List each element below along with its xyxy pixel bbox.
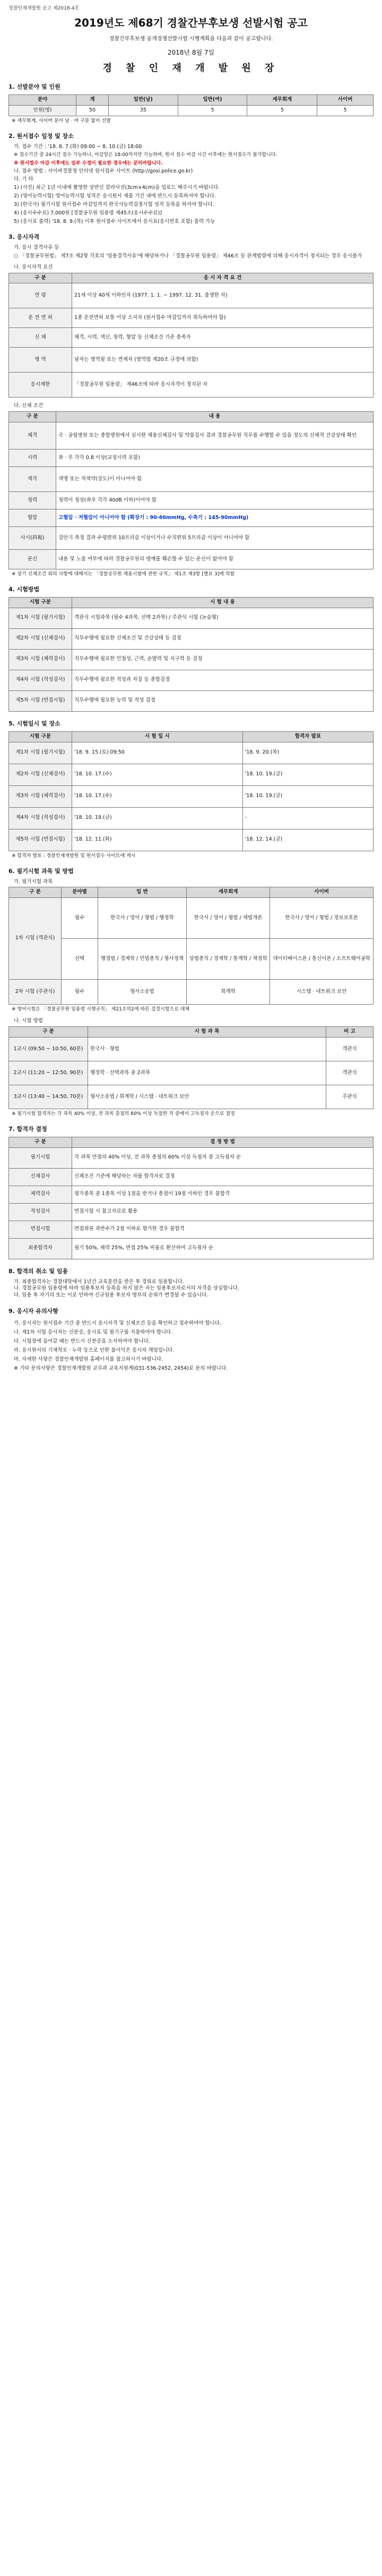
section-heading: 9. 응시자 유의사항 bbox=[8, 1307, 58, 1315]
table-header: 합격자 발표 bbox=[242, 731, 373, 742]
table-header: 사이버 bbox=[270, 887, 374, 898]
table-header: 계 bbox=[76, 94, 109, 105]
paragraph: 가. 최종합격자는 경찰대학에서 1년간 교육훈련을 받은 후 경위로 임용합니다. 나. 경찰공무원 임용령에 따라 임용후보자 등록을 하지 않은 자는 임용후보자로서의 자격을 상실합니다. 다. 임용 후 자기의 또는 이로 인하여 신규임용 후보자 명부의 순위가 변경될 수 있습니다. bbox=[14, 1278, 239, 1299]
table-header: 일반(여) bbox=[178, 94, 247, 105]
selection-table bbox=[8, 94, 374, 116]
table-cell: 1종 운전면허 보통 이상 소지자 (원서접수 마감일까지 취득하여야 함) bbox=[72, 308, 374, 328]
page-title: 2019년도 제68기 경찰간부후보생 선발시험 공고 bbox=[74, 16, 308, 30]
page-subtitle: 경찰간부후보생 공개경쟁선발시험 시행계획을 다음과 같이 공고합니다. bbox=[109, 36, 273, 42]
table-cell: 객관식 bbox=[326, 1037, 374, 1061]
table-cell: 주관식 bbox=[326, 1085, 374, 1109]
table-cell: 데이터베이스론 / 통신이론 / 소프트웨어공학 bbox=[270, 939, 374, 980]
table-row bbox=[9, 467, 374, 492]
table-header: 분야 bbox=[9, 94, 76, 105]
table-row bbox=[9, 422, 374, 449]
table-row bbox=[9, 550, 374, 569]
table-cell: 운 전 면 허 bbox=[9, 308, 72, 328]
table-cell: 제2차 시험 (신체검사) bbox=[9, 628, 72, 649]
test-method-table bbox=[8, 597, 374, 712]
subheading: 나. 시험 방법 bbox=[14, 1018, 43, 1024]
section-heading: 8. 합격의 취소 및 임용 bbox=[8, 1267, 68, 1275]
table-cell: 한국사 / 영어 / 형법 / 행정학 bbox=[98, 898, 187, 939]
schedule-table bbox=[8, 731, 374, 851]
table-cell: 체격 bbox=[9, 422, 56, 449]
table-cell: 각 과목 만점의 40% 이상, 전 과목 총점의 60% 이상 득점자 중 고득점자 순 bbox=[72, 1147, 374, 1168]
table-cell: 필기시험 bbox=[9, 1147, 72, 1168]
table-cell: 색맹 또는 적색약(강도)이 아니어야 함 bbox=[56, 467, 374, 492]
paragraph: ○ 「경찰공무원법」 제7조 제2항 각호의 '임용결격사유'에 해당하거나 「경찰공무원 임용령」 제46조 등 관계법령에 의해 응시자격이 정지되는 경우 응시불가 bbox=[14, 253, 362, 260]
table-row bbox=[9, 527, 374, 550]
note: ※ 세무회계, 사이버 분야 남 · 여 구분 없이 선발 bbox=[12, 118, 111, 124]
table-cell: 5 bbox=[247, 105, 317, 116]
table-cell: 제5차 시험 (면접시험) bbox=[9, 690, 72, 711]
table-cell: 1교시 (09:50 ~ 10:50, 60분) bbox=[9, 1037, 88, 1061]
table-row bbox=[9, 1186, 374, 1203]
subheading: 다. 신체 조건 bbox=[14, 403, 43, 409]
table-cell: '18. 10. 17.(수) bbox=[72, 785, 243, 807]
table-cell: 체격, 시력, 색신, 청력, 혈압 등 신체조건 기준 충족자 bbox=[72, 328, 374, 348]
table-header: 분야별 bbox=[62, 887, 98, 898]
table-row bbox=[9, 283, 374, 308]
paragraph: 다. 기 타 bbox=[14, 176, 33, 183]
table-header: 구 분 bbox=[9, 412, 56, 422]
subheading: 나. 응시자격 요건 bbox=[14, 264, 53, 270]
table-cell: 청력이 정상(좌우 각각 40dB 이하)이어야 함 bbox=[56, 492, 374, 509]
table-row bbox=[9, 1147, 374, 1168]
table-cell: '18. 9. 15.(토) 09:50 bbox=[72, 742, 243, 764]
note: ※ 상기 신체조건 외의 사항에 대해서는 「경찰공무원 채용시험에 관한 규칙」 제1조 제3항 [별표 3]에 의함 bbox=[12, 572, 235, 577]
table-cell: 행정법 / 경제학 / 민법총칙 / 형사정책 bbox=[98, 939, 187, 980]
table-cell: 회계학 bbox=[186, 980, 270, 1005]
table-cell: 형사소송법 bbox=[98, 980, 187, 1005]
table-row bbox=[9, 1238, 374, 1259]
table-cell: '18. 12. 11.(화) bbox=[72, 829, 243, 851]
table-cell: '18. 10. 17.(수) bbox=[72, 764, 243, 785]
table-header: 시 험 일 시 bbox=[72, 731, 243, 742]
table-cell: 연 령 bbox=[9, 283, 72, 308]
table-cell: 1차 시험 (객관식) bbox=[9, 898, 62, 980]
table-cell: 2교시 (11:20 ~ 12:50, 90분) bbox=[9, 1061, 88, 1085]
notice-code: 경찰인재개발원 공고 제2018-4호 bbox=[8, 6, 80, 11]
eligibility-table bbox=[8, 273, 374, 398]
table-row bbox=[9, 348, 374, 373]
table-header: 내 용 bbox=[56, 412, 374, 422]
table-cell: 고혈압 · 저혈압이 아니어야 함 (확장기 : 90-60mmHg, 수축기 : 145-90mmHg) bbox=[56, 509, 374, 527]
table-cell: 적성검사 bbox=[9, 1203, 72, 1221]
table-row bbox=[9, 690, 374, 711]
subheading: 가. 필기시험 과목 bbox=[14, 878, 53, 885]
table-cell: 좌 · 우 각각 0.8 이상(교정시력 포함) bbox=[56, 449, 374, 467]
table-cell: 신체조건 기준에 해당하는 자를 합격자로 결정 bbox=[72, 1168, 374, 1186]
table-header: 시 험 내 용 bbox=[72, 598, 374, 608]
table-row bbox=[9, 742, 374, 764]
table-cell: 한국사 / 영어 / 형법 / 세법개론 bbox=[186, 898, 270, 939]
table-cell: 3교시 (13:40 ~ 14:50, 70분) bbox=[9, 1085, 88, 1109]
table-cell: 청력 bbox=[9, 492, 56, 509]
table-cell: 남자는 병역필 또는 면제자 (병역법 제20조 규정에 의함) bbox=[72, 348, 374, 373]
table-header: 일반(남) bbox=[108, 94, 178, 105]
section-heading: 1. 선발분야 및 인원 bbox=[8, 83, 60, 91]
table-row bbox=[9, 785, 374, 807]
table-cell: 직무수행에 필요한 능력 및 적성 검정 bbox=[72, 690, 374, 711]
table-row bbox=[9, 373, 374, 397]
table-row bbox=[9, 628, 374, 649]
table-cell: 35 bbox=[108, 105, 178, 116]
table-cell: 제2차 시험 (신체검사) bbox=[9, 764, 72, 785]
table-row bbox=[9, 670, 374, 690]
table-cell: 5 bbox=[178, 105, 247, 116]
paragraph: 2) (영어능력시험) 영어능력시험 성적은 응시원서 제출 기간 내에 반드시 등록하셔야 합니다. bbox=[14, 193, 216, 200]
table-row bbox=[9, 328, 374, 348]
test-periods-table bbox=[8, 1026, 374, 1109]
table-cell: 50 bbox=[76, 105, 109, 116]
table-row bbox=[9, 1168, 374, 1186]
table-cell: 색각 bbox=[9, 467, 56, 492]
paragraph: 1) (사진) 최근 1년 이내에 촬영한 상반신 칼라사진(3cm×4cm)을 업로드 해주시기 바랍니다. bbox=[14, 185, 220, 191]
table-row bbox=[9, 807, 374, 829]
table-cell: 행정학 · 선택과목 중 2과목 bbox=[88, 1061, 326, 1085]
table-cell: '18. 10. 19.(금) bbox=[242, 764, 373, 785]
table-cell: 제4차 시험 (적성검사) bbox=[9, 670, 72, 690]
table-cell: 신 체 bbox=[9, 328, 72, 348]
subjects-table bbox=[8, 887, 374, 1005]
table-cell: 5 bbox=[317, 105, 374, 116]
table-cell: 시력 bbox=[9, 449, 56, 467]
table-header: 세무회계 bbox=[247, 94, 317, 105]
section-heading: 6. 필기시험 과목 및 방법 bbox=[8, 867, 74, 875]
paragraph: ※ 원서접수 마감 이후에도 일부 수정이 필요한 경우에는 문의바랍니다. bbox=[14, 160, 163, 166]
table-cell: 혈압 bbox=[9, 509, 56, 527]
table-header: 구 분 bbox=[9, 1027, 88, 1038]
section-heading: 4. 시험방법 bbox=[8, 586, 40, 593]
table-cell: 최종합격자 bbox=[9, 1238, 72, 1259]
section-heading: 3. 응시자격 bbox=[8, 234, 40, 241]
table-cell: 「경찰공무원 임용령」 제46조에 따라 응시자격이 정지된 자 bbox=[72, 373, 374, 397]
table-cell: 면접위원 과반수가 2점 이하로 평가한 경우 불합격 bbox=[72, 1221, 374, 1238]
table-cell: 면접시험 시 참고자료로 활용 bbox=[72, 1203, 374, 1221]
table-cell: '18. 9. 20.(목) bbox=[242, 742, 373, 764]
note: ※ 필기시험 합격자는 각 과목 40% 이상, 전 과목 총점의 60% 이상 득점한 자 중에서 고득점자 순으로 결정 bbox=[12, 1111, 235, 1117]
table-row bbox=[9, 829, 374, 851]
table-row bbox=[9, 1221, 374, 1238]
paragraph: 4) (응시수수료) 7,000원 [경찰공무원 임용령 제45조(응시수수료)] bbox=[14, 210, 162, 216]
table-cell: 국 · 공립병원 또는 종합병원에서 실시한 채용신체검사 및 약물검사 결과 경찰공무원 직무를 수행할 수 있을 정도의 신체적 건강상태 확인 bbox=[56, 422, 374, 449]
note: ※ 영어시험은 「경찰공무원 임용령 시행규칙」 제21조의2에 따른 검정시험으로 대체 bbox=[12, 1007, 190, 1013]
table-header: 일 반 bbox=[98, 887, 187, 898]
table-cell: 제5차 시험 (면접시험) bbox=[9, 829, 72, 851]
section-heading: 5. 시험일시 및 장소 bbox=[8, 720, 60, 727]
table-row bbox=[9, 898, 374, 939]
table-cell: '18. 10. 19.(금) bbox=[242, 785, 373, 807]
paragraph: 나. 접수 방법 : 사이버경찰청 인터넷 원서접수 사이트 (http://gosi.police.go.kr) bbox=[14, 168, 193, 174]
paragraph: 가. 응시자는 원서접수 기간 중 반드시 응시자격 및 신체조건 등을 확인하고 접수하여야 합니다. 나. 제1차 시험 응시자는 신분증, 응시표 및 필기구를 지참하여야 합니다. 다. 시험장에 들어갈 때는 반드시 신분증을 소지하여야 합니다. 라. 응시원서의 기재착오 · 누락 등으로 인한 불이익은 응시자 책임입니다. 마. 자세한 사항은 경찰인재개발원 홈페이지를 참고하시기 바랍니다. ※ 기타 문의사항은 경찰인재개발원 교무과 교육지원계(031-536-2452, 2454)로 문의 바랍니다. bbox=[14, 1320, 228, 1372]
table-cell: 검안기 측정 결과 수평편위 10프리즘 이상이거나 수직편위 5프리즘 이상이 아니어야 함 bbox=[56, 527, 374, 550]
table-cell: 응시제한 bbox=[9, 373, 72, 397]
table-cell: 내용 및 노출 여부에 따라 경찰공무원의 명예를 훼손할 수 있는 문신이 없어야 함 bbox=[56, 550, 374, 569]
table-cell: 면접시험 bbox=[9, 1221, 72, 1238]
paragraph: 가. 접수 기간 : '18. 8. 7.(화) 09:00 ~ 8. 10.(금) 18:00 bbox=[14, 143, 142, 150]
table-header: 구 분 bbox=[9, 1137, 72, 1147]
table-cell: 시스템 · 네트워크 보안 bbox=[270, 980, 374, 1005]
table-row bbox=[9, 980, 374, 1005]
table-header: 비 고 bbox=[326, 1027, 374, 1038]
table-cell: 제3차 시험 (체력검사) bbox=[9, 649, 72, 670]
pass-decision-table bbox=[8, 1137, 374, 1259]
table-header: 시험 구분 bbox=[9, 598, 72, 608]
table-row bbox=[9, 1037, 374, 1061]
section-heading: 7. 합격자 결정 bbox=[8, 1126, 47, 1133]
physical-table bbox=[8, 411, 374, 569]
table-header: 구 분 bbox=[9, 273, 72, 283]
table-cell: 제1차 시험 (필기시험) bbox=[9, 608, 72, 628]
table-cell: 필수 bbox=[62, 980, 98, 1005]
table-cell: 상법총칙 / 경제학 / 통계학 / 재정학 bbox=[186, 939, 270, 980]
table-cell: 필기 50%, 체력 25%, 면접 25% 비율로 환산하여 고득점자 순 bbox=[72, 1238, 374, 1259]
notice-date: 2018년 8월 7일 bbox=[167, 48, 215, 56]
table-cell: 신체검사 bbox=[9, 1168, 72, 1186]
table-cell: 제1차 시험 (필기시험) bbox=[9, 742, 72, 764]
table-header: 결 정 방 법 bbox=[72, 1137, 374, 1147]
table-cell: 형사소송법 / 회계학 / 시스템 · 네트워크 보안 bbox=[88, 1085, 326, 1109]
table-row bbox=[9, 764, 374, 785]
table-cell: 2차 시험 (주관식) bbox=[9, 980, 62, 1005]
table-cell: 체력검사 bbox=[9, 1186, 72, 1203]
subheading: 가. 응시 결격사유 등 bbox=[14, 245, 59, 251]
table-header: 사이버 bbox=[317, 94, 374, 105]
table-cell: 한국사 · 형법 bbox=[88, 1037, 326, 1061]
table-cell: 문신 bbox=[9, 550, 56, 569]
table-header: 세무회계 bbox=[186, 887, 270, 898]
table-cell: 병 역 bbox=[9, 348, 72, 373]
table-cell: 필수 bbox=[62, 898, 98, 939]
table-cell: 직무수행에 필요한 민첩성, 근력, 순발력 및 지구력 등 검정 bbox=[72, 649, 374, 670]
table-row bbox=[9, 649, 374, 670]
table-row bbox=[9, 509, 374, 527]
table-header: 응 시 자 격 요 건 bbox=[72, 273, 374, 283]
table-row bbox=[9, 492, 374, 509]
table-cell: 사시(斜視) bbox=[9, 527, 56, 550]
table-row bbox=[9, 939, 374, 980]
note: ※ 합격자 발표 : 경찰인재개발원 및 원서접수 사이트에 게시 bbox=[12, 853, 136, 859]
table-cell: - bbox=[242, 807, 373, 829]
table-row bbox=[9, 1203, 374, 1221]
table-header: 구 분 bbox=[9, 887, 62, 898]
table-row bbox=[9, 308, 374, 328]
table-cell: 인원(명) bbox=[9, 105, 76, 116]
paragraph: 5) (응시표 출력) '18. 8. 9.(목) 이후 원서접수 사이트에서 응시표(응시번호 포함) 출력 가능 bbox=[14, 218, 215, 224]
table-header: 시 험 과 목 bbox=[88, 1027, 326, 1038]
table-row bbox=[9, 449, 374, 467]
table-cell: 직무수행에 필요한 신체조건 및 건강상태 등 검정 bbox=[72, 628, 374, 649]
table-row bbox=[9, 1061, 374, 1085]
agency-name: 경 찰 인 재 개 발 원 장 bbox=[102, 62, 280, 74]
section-heading: 2. 원서접수 일정 및 장소 bbox=[8, 132, 74, 140]
table-cell: 선택 bbox=[62, 939, 98, 980]
table-cell: 객관식 bbox=[326, 1061, 374, 1085]
table-cell: 객관식 시험과목 (필수 4과목, 선택 2과목) / 주관식 시험 (논술형) bbox=[72, 608, 374, 628]
paragraph: 3) (한국사) 필기시험 원서접수 마감일까지 한국사능력검정시험 성적 등록을 하셔야 합니다. bbox=[14, 201, 214, 208]
table-cell: 제3차 시험 (체력검사) bbox=[9, 785, 72, 807]
table-cell: 평가종목 중 1종목 이상 1점을 받거나 총점이 19점 이하인 경우 불합격 bbox=[72, 1186, 374, 1203]
table-cell: 직무수행에 필요한 적성과 자질 등 종합검정 bbox=[72, 670, 374, 690]
table-cell: '18. 12. 14.(금) bbox=[242, 829, 373, 851]
table-row bbox=[9, 1085, 374, 1109]
paragraph: ※ 접수기간 중 24시간 접수 가능하나, 마감일은 18:00까지만 가능하며, 원서 접수 마감 시간 이후에는 원서접수가 불가합니다. bbox=[14, 152, 277, 158]
table-cell: 제4차 시험 (적성검사) bbox=[9, 807, 72, 829]
table-header: 시험 구분 bbox=[9, 731, 72, 742]
table-cell: 21세 이상 40세 이하인자 (1977. 1. 1. ~ 1997. 12. 31. 출생한 자) bbox=[72, 283, 374, 308]
table-cell: 한국사 / 영어 / 형법 / 정보보호론 bbox=[270, 898, 374, 939]
table-cell: '18. 10. 19.(금) bbox=[72, 807, 243, 829]
table-row bbox=[9, 608, 374, 628]
